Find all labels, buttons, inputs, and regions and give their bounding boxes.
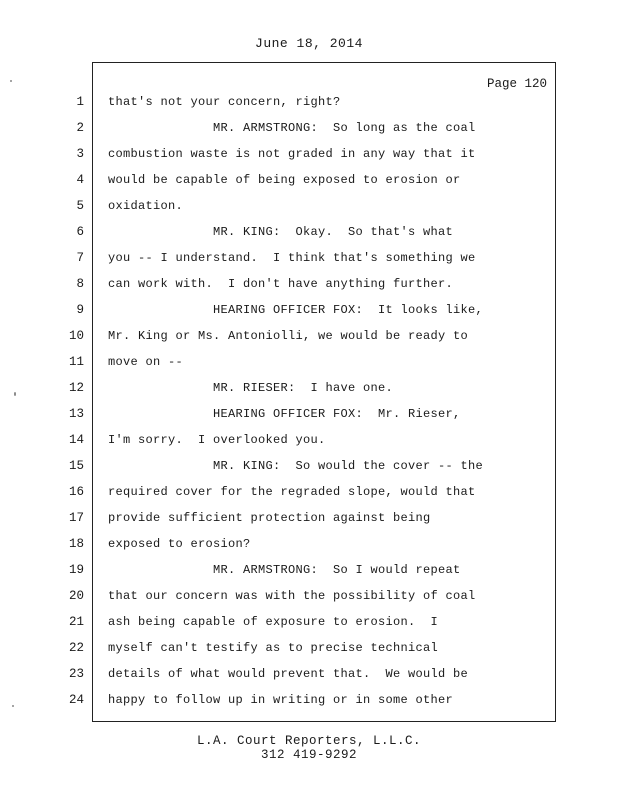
line-number: 24 [68,693,84,707]
line-number: 17 [68,511,84,525]
transcript-line: you -- I understand. I think that's something we [108,251,476,265]
line-number: 13 [68,407,84,421]
line-number: 21 [68,615,84,629]
line-number: 8 [76,277,84,291]
line-number: 11 [68,355,84,369]
transcript-date: June 18, 2014 [255,36,363,51]
transcript-line: would be capable of being exposed to erosion or [108,173,461,187]
line-number: 6 [76,225,84,239]
line-number: 5 [76,199,84,213]
transcript-line: MR. ARMSTRONG: So long as the coal [108,121,476,135]
transcript-line: provide sufficient protection against being [108,511,431,525]
line-number: 23 [68,667,84,681]
line-number: 19 [68,563,84,577]
page-number-label: Page 120 [486,77,547,91]
transcript-line: that's not your concern, right? [108,95,341,109]
scan-speck [14,392,16,396]
transcript-line: myself can't testify as to precise technical [108,641,439,655]
line-number: 15 [68,459,84,473]
transcript-line: move on -- [108,355,184,369]
line-number: 14 [68,433,84,447]
line-number: 22 [68,641,84,655]
transcript-line: MR. KING: Okay. So that's what [108,225,454,239]
transcript-line: ash being capable of exposure to erosion. I [108,615,439,629]
line-number: 12 [68,381,84,395]
transcript-line: oxidation. [108,199,184,213]
transcript-line: required cover for the regraded slope, would that [108,485,476,499]
line-number: 9 [76,303,84,317]
reporter-phone: 312 419-9292 [260,748,357,762]
scan-speck [10,80,12,82]
transcript-line: I'm sorry. I overlooked you. [108,433,326,447]
transcript-line: Mr. King or Ms. Antoniolli, we would be ready to [108,329,469,343]
line-number: 1 [76,95,84,109]
transcript-line: details of what would prevent that. We would be [108,667,469,681]
line-number: 20 [68,589,84,603]
line-number: 16 [68,485,84,499]
transcript-line: can work with. I don't have anything further. [108,277,454,291]
transcript-line: MR. ARMSTRONG: So I would repeat [108,563,461,577]
line-number: 2 [76,121,84,135]
transcript-line: MR. KING: So would the cover -- the [108,459,484,473]
transcript-line: MR. RIESER: I have one. [108,381,394,395]
line-number: 10 [68,329,84,343]
transcript-line: combustion waste is not graded in any way that it [108,147,476,161]
transcript-line: that our concern was with the possibility of coal [108,589,476,603]
transcript-line: HEARING OFFICER FOX: It looks like, [108,303,484,317]
transcript-line: happy to follow up in writing or in some other [108,693,454,707]
reporter-company: L.A. Court Reporters, L.L.C. [196,734,422,748]
transcript-line: HEARING OFFICER FOX: Mr. Rieser, [108,407,461,421]
line-number: 18 [68,537,84,551]
line-number: 3 [76,147,84,161]
line-number: 4 [76,173,84,187]
line-number: 7 [76,251,84,265]
transcript-line: exposed to erosion? [108,537,251,551]
scan-speck [12,705,14,707]
